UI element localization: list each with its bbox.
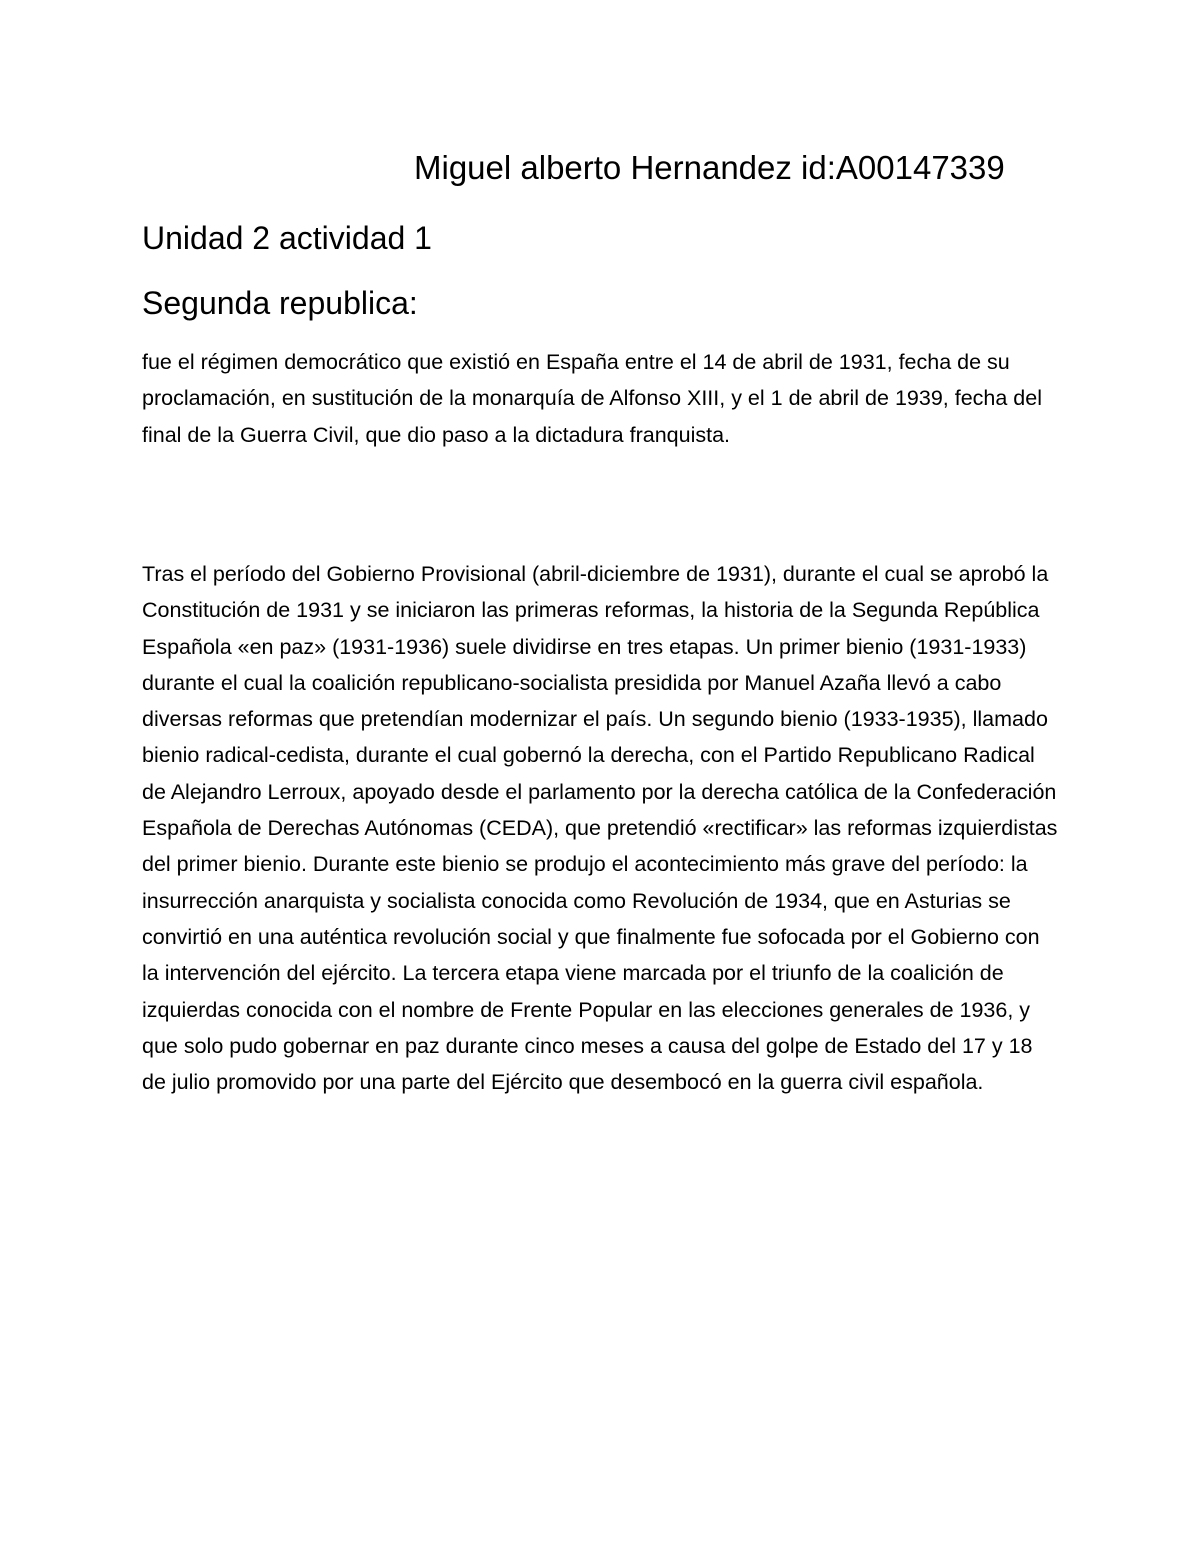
unit-title: Unidad 2 actividad 1 xyxy=(142,220,432,256)
section-title: Segunda republica: xyxy=(142,285,418,321)
author-line: Miguel alberto Hernandez id:A00147339 xyxy=(414,149,1005,186)
paragraph-definition: fue el régimen democrático que existió en España entre el 14 de abril de 1931, fecha de su proclamación, en sustitución de la monarquía de Alfonso XIII, y el 1 de abril de 1939, fecha del final de la Guerra Civil, que dio paso a la dictadura franquista. xyxy=(142,350,1042,447)
paragraph-history: Tras el período del Gobierno Provisional (abril-diciembre de 1931), durante el cual se aprobó la Constitución de 1931 y se iniciaron las primeras reformas, la historia de la Segunda República Española «en paz» (1931-1936) suele dividirse en tres etapas. Un primer bienio (1931-1933) durante el cual la coalición republicano-socialista presidida por Manuel Azaña llevó a cabo diversas reformas que pretendían modernizar el país. Un segundo bienio (1933-1935), llamado bienio radical-cedista, durante el cual gobernó la derecha, con el Partido Republicano Radical de Alejandro Lerroux, apoyado desde el parlamento por la derecha católica de la Confederación Española de Derechas Autónomas (CEDA), que pretendió «rectificar» las reformas izquierdistas del primer bienio. Durante este bienio se produjo el acontecimiento más grave del período: la insurrección anarquista y socialista conocida como Revolución de 1934, que en Asturias se convirtió en una auténtica revolución social y que finalmente fue sofocada por el Gobierno con la intervención del ejército. La tercera etapa viene marcada por el triunfo de la coalición de izquierdas conocida con el nombre de Frente Popular en las elecciones generales de 1936, y que solo pudo gobernar en paz durante cinco meses a causa del golpe de Estado del 17 y 18 de julio promovido por una parte del Ejército que desembocó en la guerra civil española. xyxy=(142,562,1058,1095)
